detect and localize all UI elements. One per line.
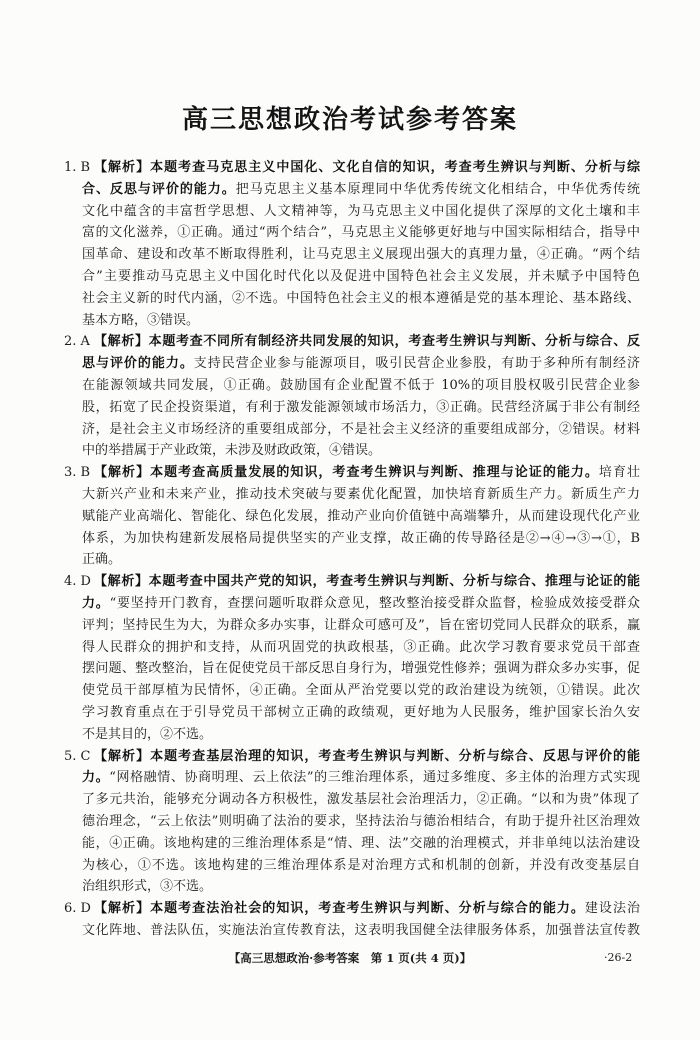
analysis-body-text: 建设法治 — [584, 901, 640, 917]
answer-text-line — [64, 920, 640, 942]
analysis-body-text: 了多元共治，能够充分调动各方积极性，激发基层社会治理活力，②正确。“以和为贵”体现了 — [82, 792, 640, 808]
analysis-body-text: 评判；坚持民生为大，为群众多办实事，让群众可感可及”，旨在密切党同人民群众的联系，赢 — [82, 617, 640, 633]
analysis-body-text: 为核心，①不选。该地构建的三维治理体系是对治理方式和机制的创新，并没有改变基层自 — [82, 857, 640, 873]
answer-text-line — [64, 353, 640, 375]
answer-text-line — [64, 898, 640, 920]
analysis-body-text: 学习教育重点在于引导党员干部树立正确的政绩观，更好地为人民服务，维护国家长治久安 — [82, 704, 640, 720]
analysis-body-text: “要坚持开门教育，查摆问题听取群众意见，整改整治接受群众监督，检验成效接受群众 — [109, 595, 640, 611]
analysis-body-text: 中的举措属于产业政策，未涉及财政政策，④错误。 — [82, 443, 382, 459]
answer-text-line — [64, 855, 640, 877]
analysis-body-text: 得人民群众的拥护和支持，从而巩固党的执政根基，③正确。此次学习教育要求党员干部查 — [82, 639, 640, 655]
answer-number-label: 4. D — [64, 574, 91, 590]
page-title: 高三思想政治考试参考答案 — [181, 105, 518, 135]
answer-text-line — [64, 244, 640, 266]
analysis-body-text: 文化中蕴含的丰富哲学思想、人文精神等，为马克思主义中国化提供了深厚的文化土壤和丰 — [82, 203, 640, 219]
answer-text-line — [64, 331, 640, 353]
answer-text-line — [64, 201, 640, 223]
answer-text-line — [64, 157, 640, 179]
analysis-heading-text: 【解析】本题考查法治社会的知识，考查考生辨识与判断、分析与综合的能力。 — [94, 901, 585, 917]
answer-text-line — [64, 288, 640, 310]
answer-text-line — [64, 397, 640, 419]
analysis-body-text: “网格融情、协商明理、云上依法”的三维治理体系，通过多维度、多主体的治理方式实现 — [109, 770, 640, 786]
answer-text-line — [64, 593, 640, 615]
analysis-body-text: 培育壮 — [598, 465, 640, 481]
answer-item — [64, 157, 640, 331]
answer-text-line — [64, 179, 640, 201]
analysis-heading-text: 【解析】本题考查高质量发展的知识，考查考生辨识与判断、推理与论证的能力。 — [94, 465, 599, 481]
answer-text-line — [64, 876, 640, 898]
analysis-body-text: 体系，为加快构建新发展格局提供坚实的产业支撑，故正确的传导路径是②→④→③→①，B — [82, 530, 640, 546]
analysis-body-text: 在能源领域共同发展，①正确。鼓励国有企业配置不低于 10%的项目股权吸引民营企业参 — [82, 377, 640, 393]
analysis-body-text: 大新兴产业和未来产业，推动技术突破与要素优化配置，加快培育新质生产力。新质生产力 — [82, 486, 640, 502]
answer-text-line — [64, 571, 640, 593]
answer-text-line — [64, 549, 640, 571]
answer-text-line — [64, 222, 640, 244]
analysis-body-text: 合”主要推动马克思主义中国化时代化以及促进中国特色社会主义发展，并未赋予中国特色 — [82, 268, 640, 284]
analysis-heading-text: 【解析】本题考查马克思主义中国化、文化自信的知识，考查考生辨识与判断、分析与综 — [94, 160, 640, 175]
analysis-body-text: 国革命、建设和改革不断取得胜利，让马克思主义展现出强大的真理力量，④正确。“两个结 — [82, 247, 640, 263]
analysis-heading-text: 【解析】本题考查基层治理的知识，考查考生辨识与判断、分析与综合、反思与评价的能 — [94, 748, 640, 764]
analysis-body-text: 支持民营企业参与能源项目，吸引民营企业参股，有助于多种所有制经济 — [193, 356, 640, 372]
analysis-body-text: 使党员干部厚植为民情怀，④正确。全面从严治党要以党的政治建设为统领，①错误。此次 — [82, 683, 640, 699]
analysis-body-text: 摆问题、整改整治，旨在促使党员干部反思自身行为，增强党性修养；强调为群众多办实事，促 — [82, 661, 640, 677]
answer-text-line — [64, 746, 640, 768]
analysis-heading-text: 【解析】本题考查中国共产党的知识，考查考生辨识与判断、分析与综合、推理与论证的能 — [94, 574, 640, 590]
answer-number-label: 6. D — [64, 901, 91, 917]
page-footer-label: 【高三思想政治·参考答案 第 1 页(共 4 页)】 — [228, 951, 472, 965]
answer-text-line — [64, 528, 640, 550]
answer-text-line — [64, 658, 640, 680]
analysis-heading-text: 力。 — [82, 770, 110, 786]
analysis-body-text: 能，④正确。该地构建的三维治理体系是“情、理、法”交融的治理模式，并非单纯以法治建设 — [82, 835, 640, 851]
answer-text-line — [64, 615, 640, 637]
answer-text-line — [64, 375, 640, 397]
analysis-body-text: 文化阵地、普法队伍，实施法治宣传教育法，这表明我国健全法律服务体系，加强普法宣传教 — [82, 922, 640, 938]
analysis-heading-text: 力。 — [82, 595, 110, 611]
answer-text-line — [64, 440, 640, 462]
analysis-heading-text: 思与评价的能力。 — [82, 356, 194, 372]
analysis-body-text: 不是其目的，②不选。 — [82, 726, 213, 742]
answer-text-line — [64, 637, 640, 659]
answer-text-line — [64, 484, 640, 506]
answer-item — [64, 898, 640, 942]
answer-text-line — [64, 833, 640, 855]
analysis-body-text: 社会主义新的时代内涵，②不选。中国特色社会主义的根本遵循是党的基本理论、基本路线、 — [82, 290, 640, 306]
analysis-heading-text: 【解析】本题考查不同所有制经济共同发展的知识，考查考生辨识与判断、分析与综合、反 — [94, 334, 640, 350]
analysis-body-text: 把马克思主义基本原理同中华优秀传统文化相结合，中华优秀传统 — [235, 181, 640, 197]
answer-number-label: 3. B — [64, 465, 91, 481]
answer-text-line — [64, 462, 640, 484]
answer-text-line — [64, 702, 640, 724]
answer-text-line — [64, 811, 640, 833]
answer-item — [64, 746, 640, 899]
answer-number-label: 5. C — [64, 748, 91, 764]
answer-item — [64, 462, 640, 571]
answer-text-line — [64, 724, 640, 746]
answer-text-line — [64, 767, 640, 789]
page-footer-code: ·26-2 — [604, 951, 633, 964]
analysis-body-text: 股，拓宽了民企投资渠道，有利于激发能源领域市场活力，③正确。民营经济属于非公有制经 — [82, 399, 640, 415]
analysis-body-text: 治组织形式，③不选。 — [82, 879, 213, 895]
analysis-body-text: 济，是社会主义市场经济的重要组成部分，不是社会主义经济的重要组成部分，②错误。材料 — [82, 421, 640, 437]
answer-text-line — [64, 419, 640, 441]
analysis-body-text: 富的文化滋养，①正确。通过“两个结合”，马克思主义能够更好地与中国实际相结合，指导中 — [82, 225, 640, 241]
analysis-heading-text: 合、反思与评价的能力。 — [82, 181, 236, 197]
answer-text-line — [64, 310, 640, 332]
answer-number-label: 1. B — [64, 160, 91, 175]
answer-text-line — [64, 506, 640, 528]
analysis-body-text: 赋能产业高端化、智能化、绿色化发展，推动产业向价值链中高端攀升，从而建设现代化产业 — [82, 508, 640, 524]
answer-text-line — [64, 266, 640, 288]
answer-item — [64, 571, 640, 745]
answer-item — [64, 331, 640, 462]
analysis-body-text: 德治理念，“云上依法”则明确了法治的要求，坚持法治与德治相结合，有助于提升社区治理效 — [82, 813, 640, 829]
answer-list — [64, 157, 640, 942]
analysis-body-text: 基本方略，③错误。 — [82, 312, 200, 328]
answer-number-label: 2. A — [64, 334, 90, 350]
answer-text-line — [64, 680, 640, 702]
answer-text-line — [64, 789, 640, 811]
analysis-body-text: 正确。 — [82, 552, 122, 568]
